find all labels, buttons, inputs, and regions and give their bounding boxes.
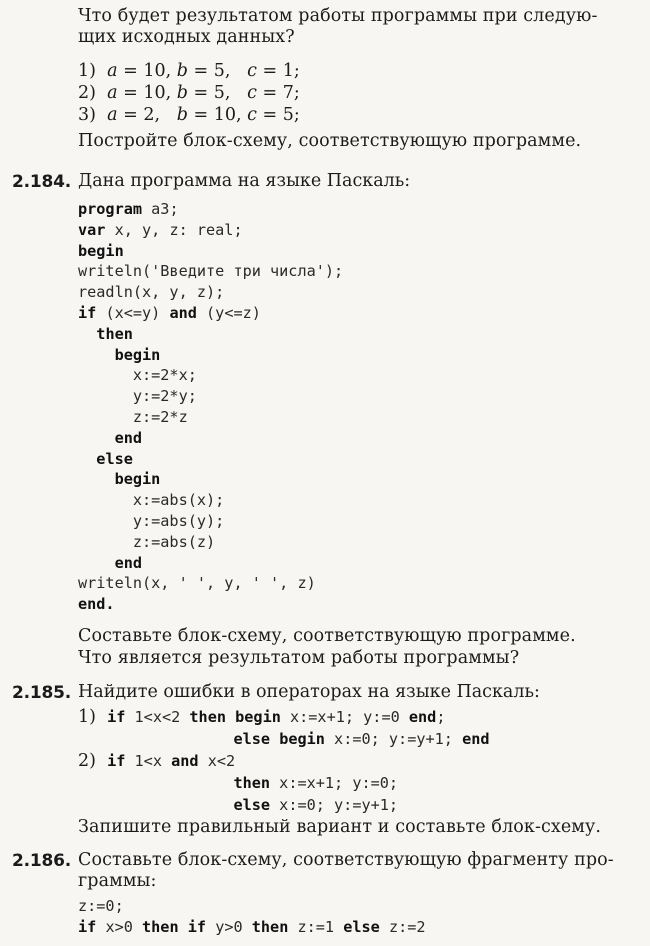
problem-185-number: 2.185. [12, 683, 72, 703]
code-line: y:=abs(y); [78, 511, 225, 530]
code-line: writeln('Введите три числа'); [78, 262, 344, 281]
code-line: if (x<=y) and (y<=z) [78, 303, 261, 322]
code-line: x:=abs(x); [78, 491, 225, 510]
problem-186-heading-line2: граммы: [78, 871, 157, 891]
problem-185-heading: Найдите ошибки в операторах на языке Паскаль: [78, 682, 540, 702]
code-line: end [114, 428, 143, 447]
intro-question-line1: Что будет результатом работы программы при следую- [78, 6, 598, 26]
item2-line2: then x:=x+1; y:=0; [233, 774, 399, 792]
code-line: if x>0 then if y>0 then z:=1 else z:=2 [78, 917, 426, 936]
case-2: 2) a = 10, b = 5, c = 7; [78, 83, 300, 103]
intro-task: Постройте блок-схему, соответствующую программе. [78, 131, 582, 151]
code-line: begin [114, 470, 161, 489]
code-line: begin [78, 241, 124, 260]
problem-184-task-line1: Составьте блок-схему, соответствующую программе. [78, 626, 576, 646]
problem-184-heading: Дана программа на языке Паскаль: [78, 171, 411, 191]
code-line: z:=abs(z) [78, 532, 216, 551]
problem-185-items [78, 706, 490, 816]
problem-184-code [78, 199, 343, 615]
intro-cases [78, 60, 300, 126]
code-line: z:=2*z [78, 407, 188, 426]
code-line: end. [78, 595, 115, 614]
code-line: then [96, 324, 133, 343]
code-line: else [96, 449, 133, 468]
code-line: var x, y, z: real; [78, 220, 243, 239]
item1-line1: 1) if 1<x<2 then begin x:=x+1; y:=0 end; [78, 707, 446, 727]
problem-186-heading-line1: Составьте блок-схему, соответствующую фрагменту про- [78, 850, 614, 870]
code-line: end [114, 553, 143, 572]
code-line: readln(x, y, z); [78, 283, 225, 302]
problem-184-task-line2: Что является результатом работы программы? [78, 648, 520, 668]
problem-184-number: 2.184. [12, 172, 72, 192]
code-line: begin [114, 345, 161, 364]
item2-line3: else x:=0; y:=y+1; [233, 796, 399, 814]
case-3: 3) a = 2, b = 10, c = 5; [78, 105, 300, 125]
case-1: 1) a = 10, b = 5, c = 1; [78, 61, 300, 81]
intro-question-line2: щих исходных данных? [78, 27, 295, 47]
code-line: z:=0; [78, 897, 124, 915]
code-line: x:=2*x; [78, 366, 197, 385]
problem-186-number: 2.186. [12, 851, 72, 871]
problem-185-task: Запишите правильный вариант и составьте блок-схему. [78, 817, 602, 837]
code-line: writeln(x, ' ', y, ' ', z) [78, 574, 316, 593]
item1-line2: else begin x:=0; y:=y+1; end [233, 730, 490, 748]
code-line: y:=2*y; [78, 387, 197, 406]
problem-186-code [78, 896, 426, 938]
item2-line1: 2) if 1<x and x<2 [78, 751, 236, 771]
code-line: program a3; [78, 200, 179, 218]
